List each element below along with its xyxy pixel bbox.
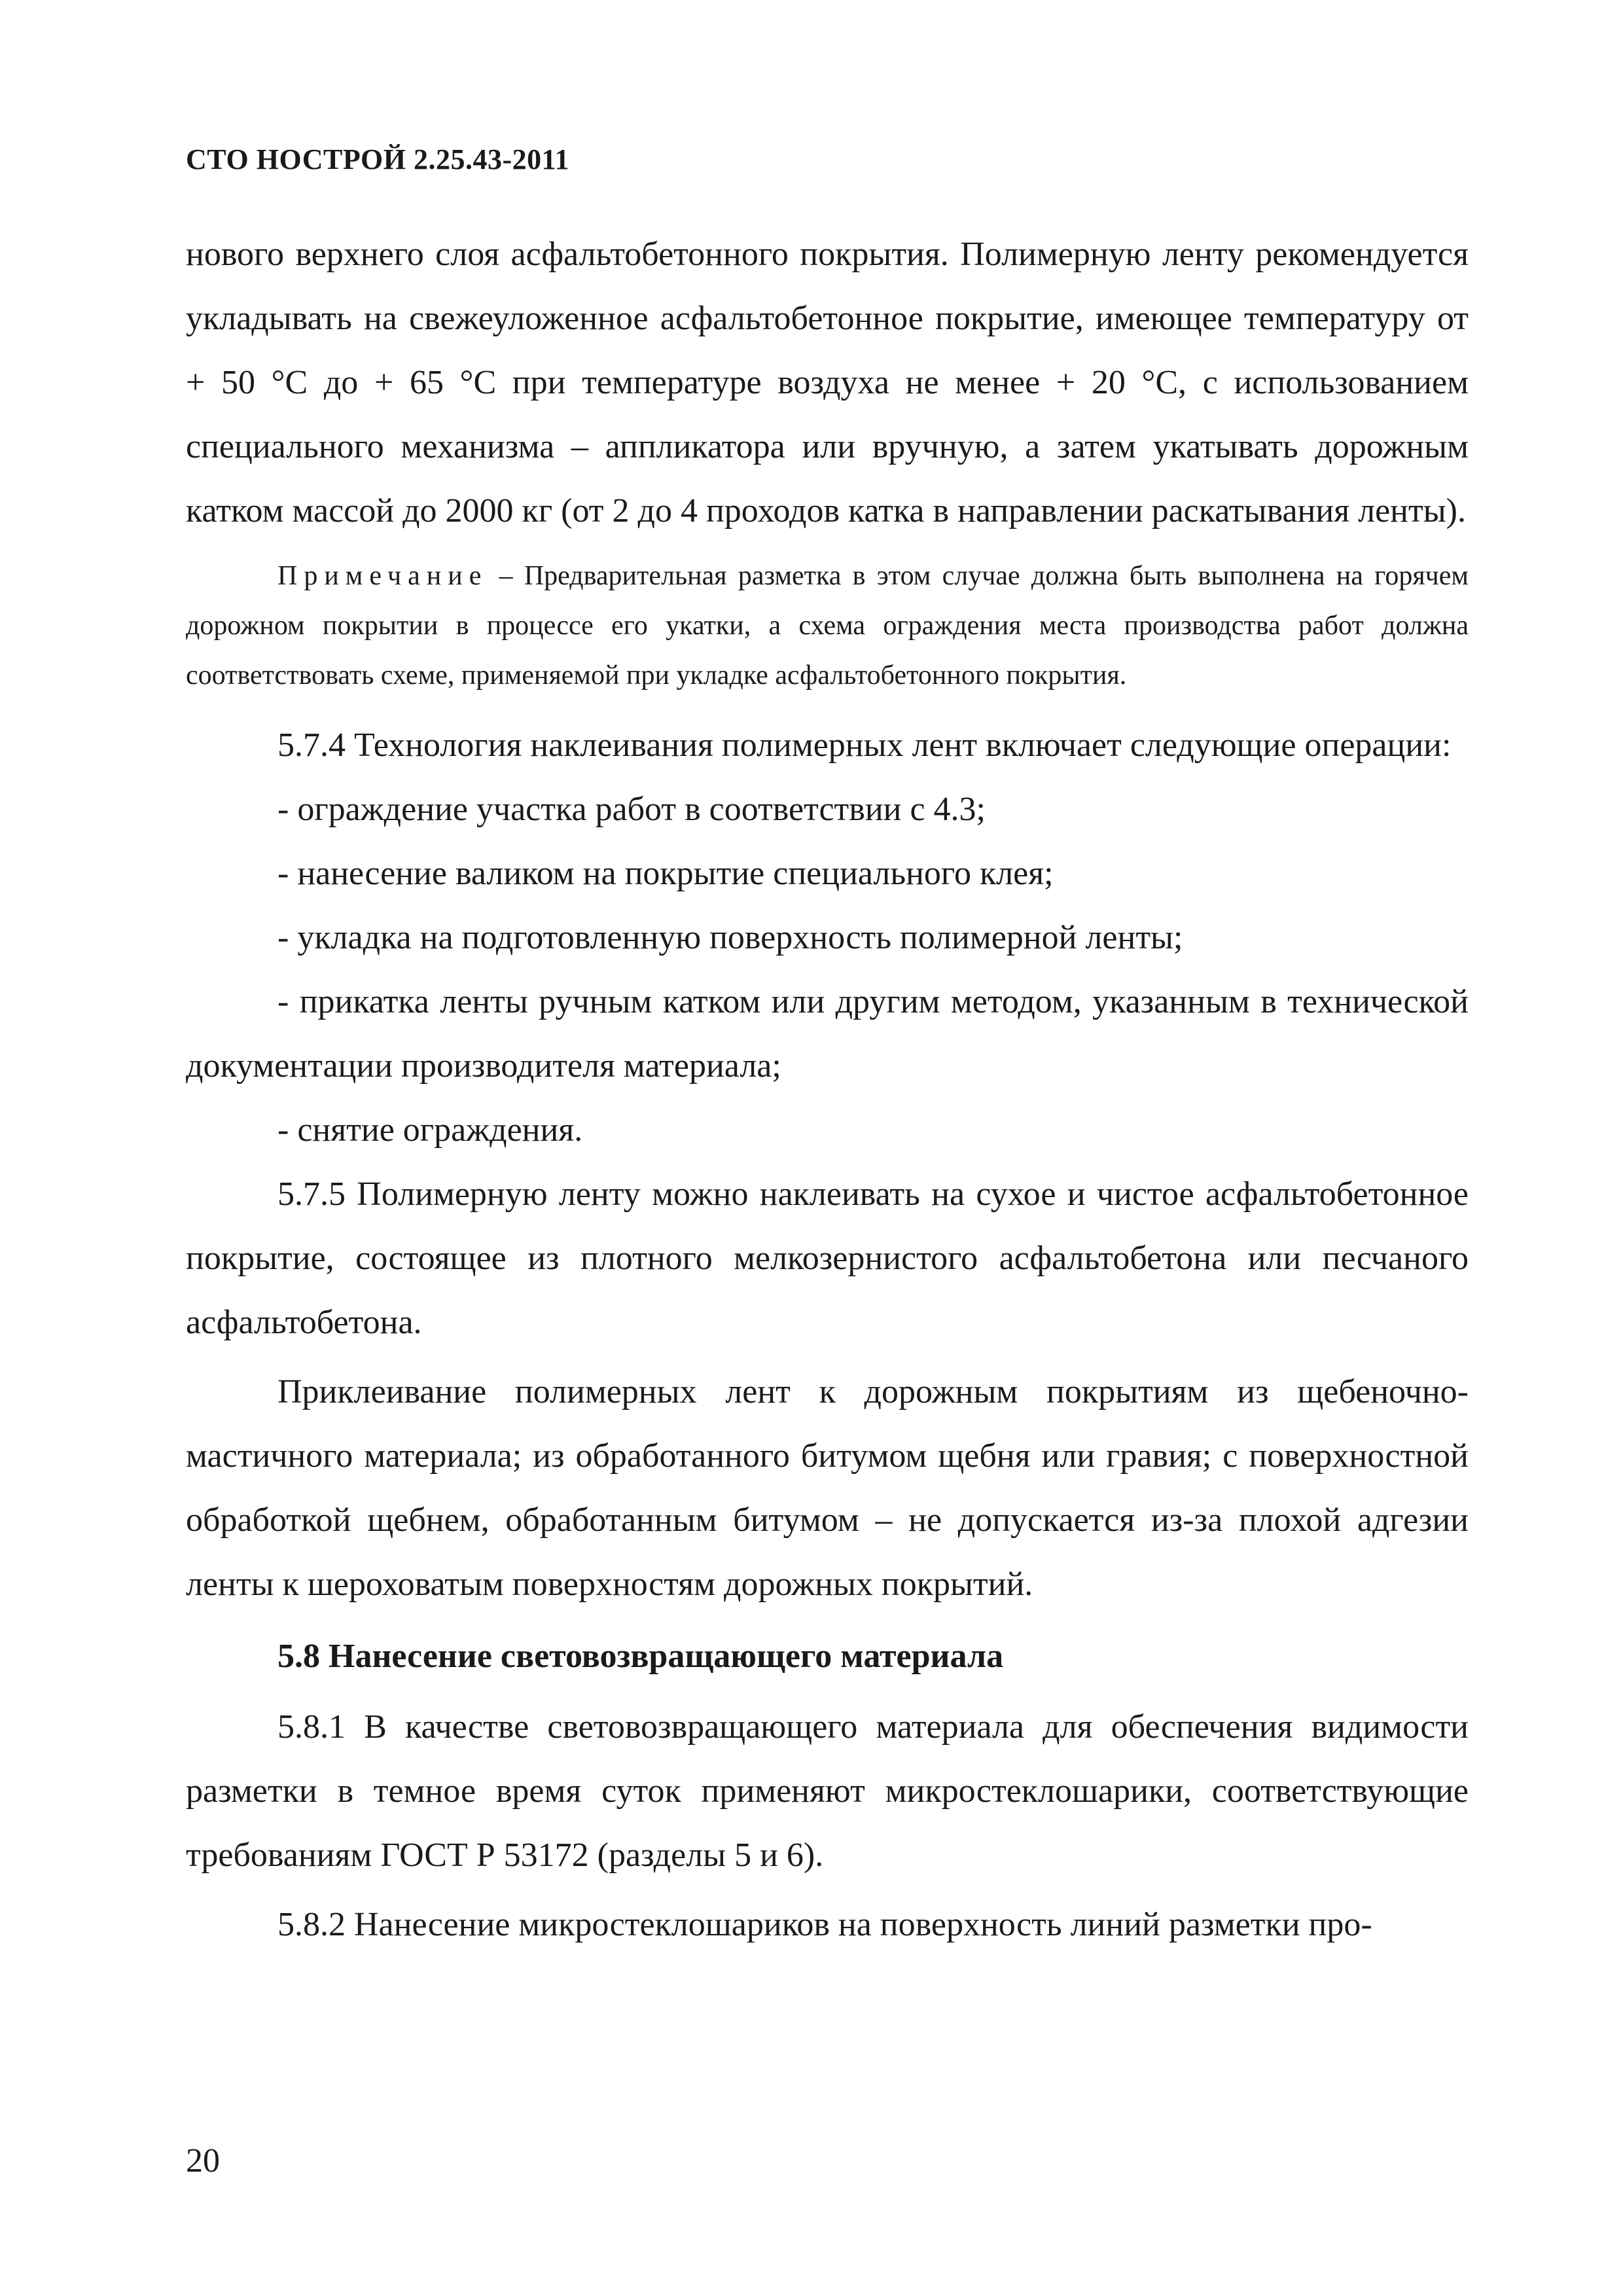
clause-5-7-5: 5.7.5 Полимерную ленту можно наклеивать на сухое и чистое асфальтобетонное покрытие, состоящее из плотного мелкозернистого асфальтобетона или песчаного асфальтобетона.	[186, 1175, 1469, 1341]
section-5-8-heading: 5.8 Нанесение световозвращающего материала	[277, 1638, 1004, 1675]
document-code-header: СТО НОСТРОЙ 2.25.43-2011	[186, 143, 570, 175]
clause-5-8-1: 5.8.1 В качестве световозвращающего материала для обеспечения видимости разметки в темное время суток применяют микростеклошарики, соответствующие требованиям ГОСТ Р 53172 (разделы 5 и 6).	[186, 1708, 1469, 1874]
clause-5-8-2: 5.8.2 Нанесение микростеклошариков на поверхность линий разметки про-	[277, 1906, 1372, 1943]
page-content	[186, 223, 1469, 1957]
note-label: Примечание	[277, 561, 488, 591]
note-block	[186, 551, 1469, 700]
note-text: – Предварительная разметка в этом случае должна быть выполнена на горячем дорожном покрытии в процессе его укатки, а схема ограждения места производства работ должна соответствовать схеме, применяемой при укладке асфальтобетонного покрытия.	[186, 561, 1469, 691]
paragraph-adhesion: Приклеивание полимерных лент к дорожным покрытиям из щебеночно-мастичного материала; из обработанного битумом щебня или гравия; с поверхностной обработкой щебнем, обработанным битумом – не допускается из-за плохой адгезии ленты к шероховатым поверхностям дорожных покрытий.	[186, 1373, 1469, 1603]
operation-item-1: - ограждение участка работ в соответствии с 4.3;	[277, 791, 986, 828]
clause-5-7-4: 5.7.4 Технология наклеивания полимерных лент включает следующие операции:	[277, 726, 1452, 764]
operation-item-5: - снятие ограждения.	[277, 1111, 583, 1149]
paragraph-continued: нового верхнего слоя асфальтобетонного покрытия. Полимерную ленту рекомендуется укладывать на свежеуложенное асфальтобетонное покрытие, имеющее температуру от + 50 °С до + 65 °С при температуре воздуха не менее + 20 °С, с использованием специального механизма – аппликатора или вручную, а затем укатывать дорожным катком массой до 2000 кг (от 2 до 4 проходов катка в направлении раскатывания ленты).	[186, 236, 1469, 529]
operation-item-4: - прикатка ленты ручным катком или другим методом, указанным в технической документации производителя материала;	[186, 983, 1469, 1085]
operation-item-3: - укладка на подготовленную поверхность полимерной ленты;	[277, 919, 1183, 956]
operation-item-2: - нанесение валиком на покрытие специального клея;	[277, 855, 1054, 892]
page-number: 20	[186, 2142, 220, 2179]
